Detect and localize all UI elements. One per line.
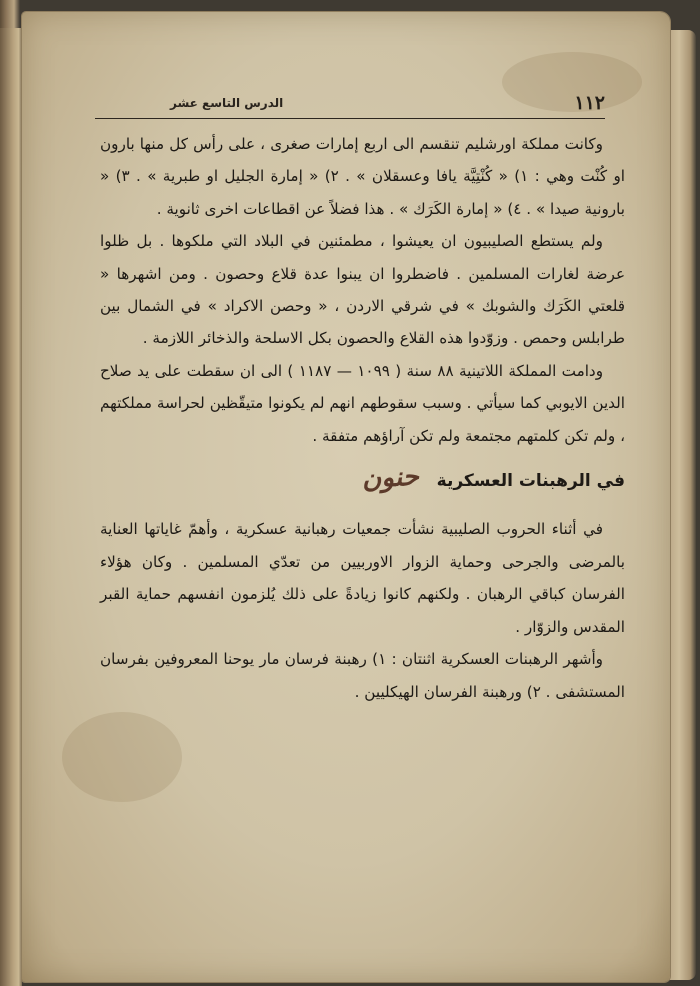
page-stack-edge	[668, 30, 696, 980]
section-title: في الرهبنات العسكرية	[436, 471, 625, 492]
paragraph-kingdom-divisions: وكانت مملكة اورشليم تنقسم الى اربع إمارات صغرى ، على رأس كل منها بارون او كُنْت وهي : ١) « كُنْتِيَّة يافا وعسقلان » . ٢) « إمارة الجليل او طبرية » . ٣) « بارونية صيدا » . ٤) « إمارة الكَرَك » . هذا فضلاً عن اقطاعات اخرى ثانوية .	[100, 135, 626, 218]
paragraph-famous-orders: وأشهر الرهبنات العسكرية اثنتان : ١) رهبنة فرسان مار يوحنا المعروفين بفرسان المستشفى . ٢) ورهبنة الفرسان الهيكليين .	[100, 650, 625, 701]
paper-stain	[62, 712, 182, 802]
page-body	[100, 128, 625, 708]
paragraph-military-orders: في أثناء الحروب الصليبية نشأت جمعيات رهبانية عسكرية ، وأهمّ غاياتها العناية بالمرضى والجرحى وحماية الزوار الاوربيين من تعدّي المسلمين . وكان هؤلاء الفرسان كباقي الرهبان . ولكنهم كانوا زيادةً على ذلك يُلزمون انفسهم حماية القبر المقدس والزوّار .	[100, 520, 625, 636]
handwritten-note: حنون	[361, 461, 424, 495]
paragraph-kingdom-duration: ودامت المملكة اللاتينية ٨٨ سنة ( ١٠٩٩ — ١١٨٧ ) الى ان سقطت على يد صلاح الدين الايوبي كما سيأتي . وسبب سقوطهم انهم لم يكونوا متيقّظين لحراسة مملكتهم ، ولم تكن كلمتهم مجتمعة ولم تكن آراؤهم متفقة .	[100, 361, 625, 445]
page-header	[95, 88, 605, 119]
paragraph-castles: ولم يستطع الصليبيون ان يعيشوا ، مطمئنين في البلاد التي ملكوها . بل ظلوا عرضة لغارات المسلمين . فاضطروا ان يبنوا عدة قلاع وحصون . ومن اشهرها « قلعتي الكَرَك والشوبك » في شرقي الاردن ، « وحصن الاكراد » في الشمال بين طرابلس وحمص . وزوّدوا هذه القلاع والحصون بكل الاسلحة والذخائر اللازمة .	[100, 232, 625, 348]
section-heading	[100, 462, 625, 497]
page-number: ١١٢	[574, 92, 605, 114]
running-head: الدرس التاسع عشر	[170, 96, 284, 110]
previous-page-edge	[0, 28, 22, 986]
